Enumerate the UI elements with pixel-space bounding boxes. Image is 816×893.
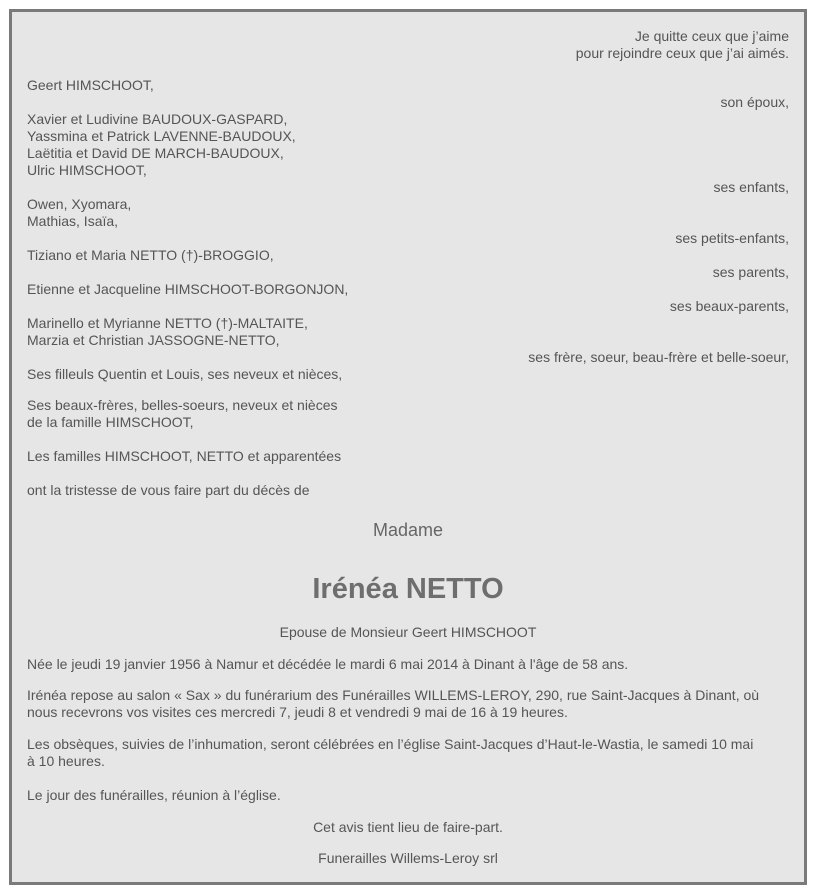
child-name: Xavier et Ludivine BAUDOUX-GASPARD, [27,111,288,127]
child-name: Laëtitia et David DE MARCH-BAUDOUX, [27,145,284,161]
deceased-name: Irénéa NETTO [312,573,504,605]
funeral-line-1: Les obsèques, suivies de l’inhumation, seront célébrées en l’église Saint-Jacques d’Haut-le-Wastia, le samedi 10 mai [27,736,754,752]
funeral-line-2: à 10 heures. [27,753,105,769]
grandchild-name: Owen, Xyomara, [27,196,132,212]
grandchild-name: Mathias, Isaïa, [27,213,119,229]
in-laws-line-2: de la famille HIMSCHOOT, [27,414,194,430]
children-role: ses enfants, [713,179,789,195]
in-laws-line-1: Ses beaux-frères, belles-soeurs, neveux et nièces [27,397,338,413]
parents-in-law-role: ses beaux-parents, [669,298,789,314]
spouse-line: Epouse de Monsieur Geert HIMSCHOOT [279,624,537,640]
spouse-name: Geert HIMSCHOOT, [27,77,154,93]
child-name: Yassmina et Patrick LAVENNE-BAUDOUX, [27,128,296,144]
grandchildren-role: ses petits-enfants, [675,230,789,246]
quote-line-1: Je quitte ceux que j’aime [634,28,789,44]
visitation-line-1: Irénéa repose au salon « Sax » du funérarium des Funérailles WILLEMS-LEROY, 290, rue Saint-Jacques à Dinant, où [27,687,760,703]
spouse-role: son époux, [720,94,789,110]
obituary-card [9,9,807,885]
families-line: Les familles HIMSCHOOT, NETTO et apparentées [27,448,342,464]
sibling-name: Marinello et Myrianne NETTO (†)-MALTAITE, [27,315,308,331]
parents-role: ses parents, [712,264,789,280]
reunion-line: Le jour des funérailles, réunion à l’église. [27,787,281,803]
title-madame: Madame [372,520,444,540]
godchildren-line: Ses filleuls Quentin et Louis, ses neveux et nièces, [27,366,343,382]
announcement-line: ont la tristesse de vous faire part du décès de [27,482,310,498]
notice-line: Cet avis tient lieu de faire-part. [313,819,503,835]
sibling-name: Marzia et Christian JASSOGNE-NETTO, [27,332,280,348]
visitation-line-2: nous recevrons vos visites ces mercredi 7, jeudi 8 et vendredi 9 mai de 16 à 19 heures. [27,704,568,720]
quote-line-2: pour rejoindre ceux que j’ai aimés. [575,45,789,61]
siblings-role: ses frère, soeur, beau-frère et belle-soeur, [528,349,789,365]
funeral-home-line: Funerailles Willems-Leroy srl [318,850,498,866]
parents-in-law-name: Etienne et Jacqueline HIMSCHOOT-BORGONJON, [27,281,349,297]
birth-death-line: Née le jeudi 19 janvier 1956 à Namur et décédée le mardi 6 mai 2014 à Dinant à l'âge de 58 ans. [27,656,629,672]
parents-name: Tiziano et Maria NETTO (†)-BROGGIO, [27,247,274,263]
child-name: Ulric HIMSCHOOT, [27,162,147,178]
